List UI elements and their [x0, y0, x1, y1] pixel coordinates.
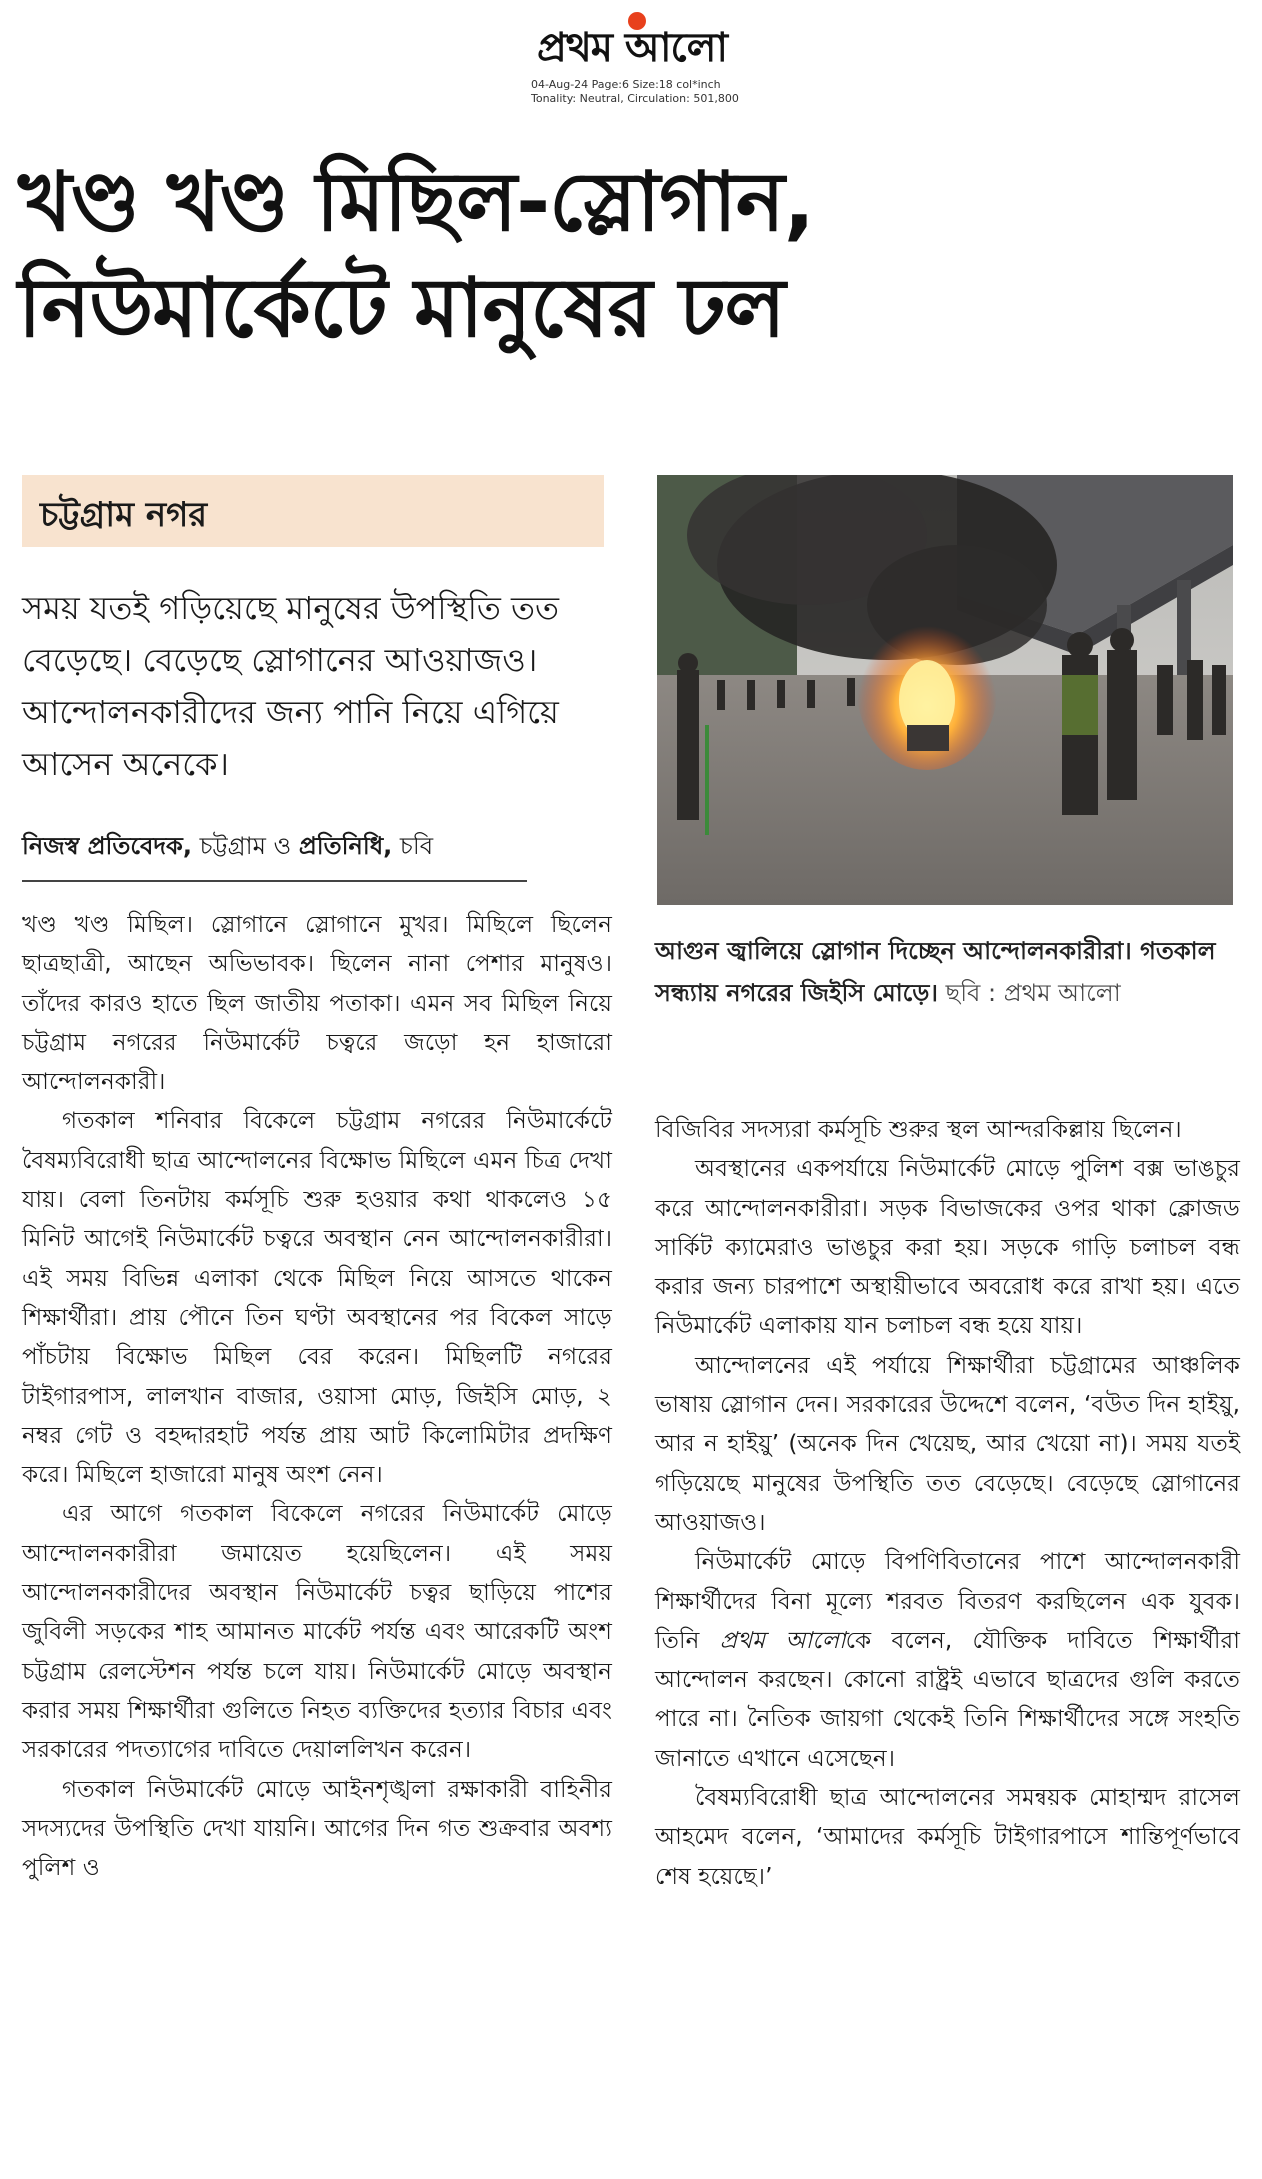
logo-text: প্রথম আলো — [536, 25, 728, 71]
body-paragraph-5: বিজিবির সদস্যরা কর্মসূচি শুরুর স্থল আন্দরকিল্লায় ছিলেন। — [655, 1116, 1182, 1143]
body-paragraph-6: অবস্থানের একপর্যায়ে নিউমার্কেট মোড়ে পুলিশ বক্স ভাঙচুর করে আন্দোলনকারীরা। সড়ক বিভাজকের ওপর থাকা ক্লোজড সার্কিট ক্যামেরাও ভাঙচুর করা হয়। সড়কে গাড়ি চলাচল বন্ধ করার জন্য চারপাশে অস্থায়ীভাবে অবরোধ করে রাখা হয়। এতে নিউমার্কেট এলাকায় যান চলাচল বন্ধ হয়ে যায়। — [655, 1155, 1240, 1340]
byline-divider — [22, 880, 527, 882]
byline-place-1: চট্টগ্রাম ও — [191, 832, 299, 860]
body-paragraph-7: আন্দোলনের এই পর্যায়ে শিক্ষার্থীরা চট্টগ্রামের আঞ্চলিক ভাষায় স্লোগান দেন। সরকারের উদ্দেশে বলেন, ‘বউত দিন হাইয়ু, আর ন হাইয়ু’ (অনেক দিন খেয়েছ, আর খেয়ো না)। সময় যতই গড়িয়েছে মানুষের উপস্থিতি তত বেড়েছে। বেড়েছে স্লোগানের আওয়াজও। — [655, 1351, 1240, 1536]
body-paragraph-8-c: কে বলেন, যৌক্তিক দাবিতে শিক্ষার্থীরা আন্দোলন করছেন। কোনো রাষ্ট্রই এভাবে ছাত্রদের গুলি করতে পারে না। নৈতিক জায়গা থেকেই তিনি শিক্ষার্থীদের সঙ্গে সংহতি জানাতে এখানে এসেছেন। — [655, 1626, 1240, 1772]
headline — [18, 150, 1238, 362]
byline — [22, 828, 582, 864]
lede: সময় যতই গড়িয়েছে মানুষের উপস্থিতি তত বেড়েছে। বেড়েছে স্লোগানের আওয়াজও। আন্দোলনকারীদের জন্য পানি নিয়ে এগিয়ে আসেন অনেকে। — [22, 589, 560, 783]
news-photo — [657, 475, 1233, 905]
body-column-2 — [655, 1110, 1240, 1896]
headline-line-1: খণ্ড খণ্ড মিছিল-স্লোগান, — [18, 155, 814, 250]
photo-caption — [655, 930, 1240, 1014]
headline-line-2: নিউমার্কেটে মানুষের ঢল — [18, 261, 785, 356]
meta-line-2: Tonality: Neutral, Circulation: 501,800 — [531, 92, 739, 105]
caption-text: আগুন জ্বালিয়ে স্লোগান দিচ্ছেন আন্দোলনকারীরা। গতকাল সন্ধ্যায় নগরের জিইসি মোড়ে। — [655, 937, 1216, 1007]
meta-line-1: 04-Aug-24 Page:6 Size:18 col*inch — [531, 78, 721, 91]
caption-credit: ছবি : প্রথম আলো — [938, 979, 1121, 1007]
section-tag — [22, 475, 604, 547]
body-paragraph-9: বৈষম্যবিরোধী ছাত্র আন্দোলনের সমন্বয়ক মোহাম্মদ রাসেল আহমেদ বলেন, ‘আমাদের কর্মসূচি টাইগারপাসে শান্তিপূর্ণভাবে শেষ হয়েছে।’ — [655, 1784, 1240, 1890]
body-paragraph-8-a: নিউমার্কেট মোড়ে বিপণিবিতানের পাশে আন্দোলনকারী শিক্ষার্থীদের বিনা মূল্যে শরবত বিতরণ করছিলেন এক যুবক। তিনি — [655, 1548, 1240, 1654]
newspaper-logo — [492, 12, 772, 70]
masthead — [0, 0, 1262, 115]
section-tag-label: চট্টগ্রাম নগর — [40, 495, 208, 535]
body-paragraph-1: খণ্ড খণ্ড মিছিল। স্লোগানে স্লোগানে মুখর। মিছিলে ছিলেন ছাত্রছাত্রী, আছেন অভিভাবক। ছিলেন নানা পেশার মানুষও। তাঁদের কারও হাতে ছিল জাতীয় পতাকা। এমন সব মিছিল নিয়ে চট্টগ্রাম নগরের নিউমার্কেট চত্বরে জড়ো হন হাজারো আন্দোলনকারী। — [22, 911, 612, 1096]
body-paragraph-3: এর আগে গতকাল বিকেলে নগরের নিউমার্কেট মোড়ে আন্দোলনকারীরা জমায়েত হয়েছিলেন। এই সময় আন্দোলনকারীদের অবস্থান নিউমার্কেট চত্বর ছাড়িয়ে পাশের জুবিলী সড়কের শাহ আমানত মার্কেট পর্যন্ত এবং আরেকটি অংশ চট্টগ্রাম রেলস্টেশন পর্যন্ত চলে যায়। নিউমার্কেট মোড়ে অবস্থান করার সময় শিক্ষার্থীরা গুলিতে নিহত ব্যক্তিদের হত্যার বিচার এবং সরকারের পদত্যাগের দাবিতে দেয়াললিখন করেন। — [22, 1500, 612, 1764]
byline-place-2: চবি — [392, 832, 434, 860]
body-paragraph-8-paper-name: প্রথম আলো — [719, 1626, 846, 1654]
clipping-meta — [531, 78, 739, 106]
protest-fire-photo — [657, 475, 1233, 905]
body-paragraph-8 — [655, 1542, 1240, 1778]
body-paragraph-2: গতকাল শনিবার বিকেলে চট্টগ্রাম নগরের নিউমার্কেটে বৈষম্যবিরোধী ছাত্র আন্দোলনের বিক্ষোভ মিছিলে এমন চিত্র দেখা যায়। বেলা তিনটায় কর্মসূচি শুরু হওয়ার কথা থাকলেও ১৫ মিনিট আগেই নিউমার্কেট চত্বরে অবস্থান নেন আন্দোলনকারীরা। এই সময় বিভিন্ন এলাকা থেকে মিছিল নিয়ে আসতে থাকেন শিক্ষার্থীরা। প্রায় পৌনে তিন ঘণ্টা অবস্থানের পর বিকেল সাড়ে পাঁচটায় বিক্ষোভ মিছিল বের করেন। মিছিলটি নগরের টাইগারপাস, লালখান বাজার, ওয়াসা মোড়, জিইসি মোড়, ২ নম্বর গেট ও বহদ্দারহাট পর্যন্ত প্রায় আট কিলোমিটার প্রদক্ষিণ করে। মিছিলে হাজারো মানুষ অংশ নেন। — [22, 1107, 612, 1489]
byline-correspondent: প্রতিনিধি, — [298, 832, 393, 860]
body-column-1 — [22, 905, 612, 1887]
body-paragraph-4: গতকাল নিউমার্কেট মোড়ে আইনশৃঙ্খলা রক্ষাকারী বাহিনীর সদস্যদের উপস্থিতি দেখা যায়নি। আগের দিন গত শুক্রবার অবশ্য পুলিশ ও — [22, 1775, 612, 1882]
byline-reporter: নিজস্ব প্রতিবেদক, — [22, 832, 192, 860]
